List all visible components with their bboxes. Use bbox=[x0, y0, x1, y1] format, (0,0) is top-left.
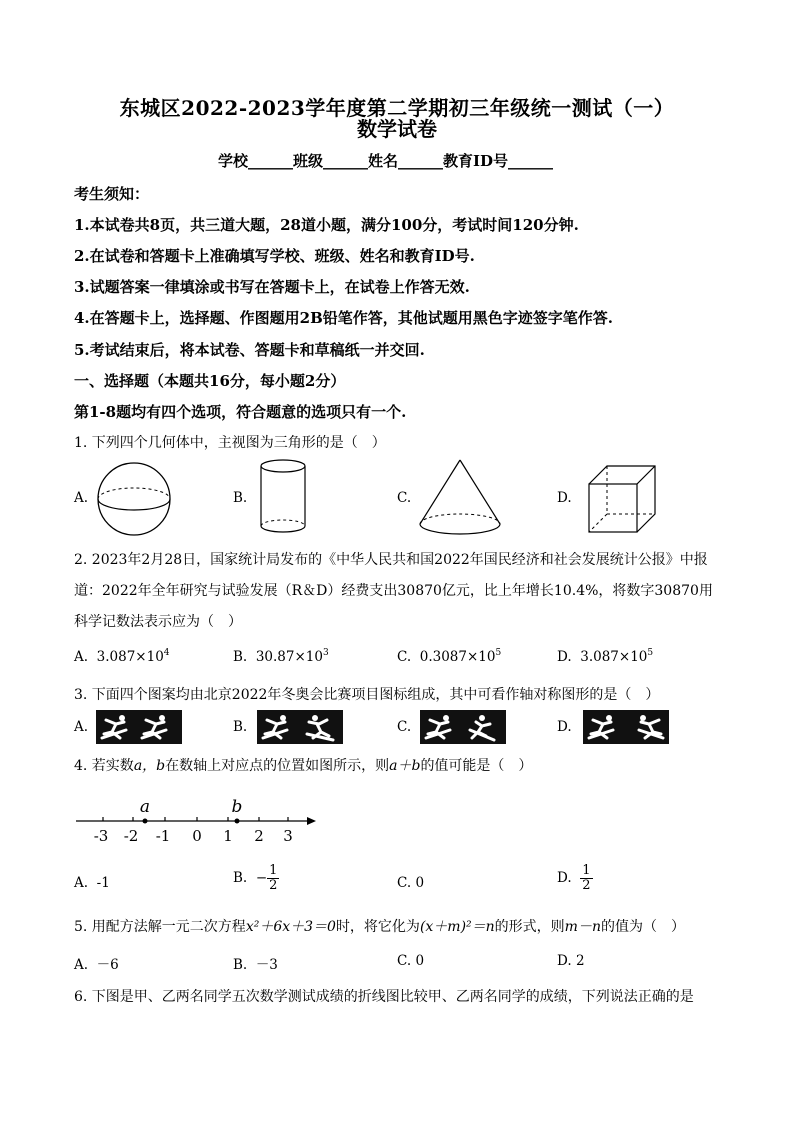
tick-label: 0 bbox=[192, 827, 202, 845]
q1-option-d-label: D. bbox=[557, 490, 572, 506]
q2-stem-line3: 科学记数法表示应为（ ） bbox=[74, 614, 242, 630]
exam-title: 东城区2022-2023学年度第二学期初三年级统一测试（一） bbox=[119, 96, 675, 120]
note-item-2: 2.在试卷和答题卡上准确填写学校、班级、姓名和教育ID号. bbox=[74, 247, 475, 265]
q2-option-c: C. $0.3087\times 10^5$ bbox=[397, 648, 502, 665]
q3-option-d-label: D. bbox=[557, 719, 572, 735]
student-info-line: 学校______班级______姓名______教育ID号______ bbox=[218, 152, 554, 170]
q3-option-a-label: A. bbox=[74, 719, 89, 735]
q1-option-c-label: C. bbox=[397, 490, 412, 506]
q3-option-b-label: B. bbox=[233, 719, 248, 735]
tick-label: 1 bbox=[223, 827, 233, 845]
q6-stem: 6. 下图是甲、乙两名同学五次数学测试成绩的折线图比较甲、乙两名同学的成绩，下列说法正确的是 bbox=[74, 989, 694, 1005]
point-b-label: b bbox=[231, 797, 243, 817]
point-a-label: a bbox=[139, 797, 151, 817]
q1-option-a-label: A. bbox=[74, 490, 89, 506]
section1-intro: 第1-8题均有四个选项，符合题意的选项只有一个. bbox=[74, 403, 407, 421]
q2-option-b: B. $30.87\times 10^3$ bbox=[233, 648, 329, 665]
q3-option-d-pictograms bbox=[583, 710, 669, 744]
q3-option-c-label: C. bbox=[397, 719, 412, 735]
q2-option-a: A. $3.087\times 10^4$ bbox=[74, 648, 170, 665]
tick-label: 2 bbox=[254, 827, 264, 845]
q1-stem: 1. 下列四个几何体中，主视图为三角形的是（ ） bbox=[74, 435, 386, 451]
cube-figure bbox=[587, 464, 659, 534]
note-item-3: 3.试题答案一律填涂或书写在答题卡上，在试卷上作答无效. bbox=[74, 278, 470, 296]
q4-option-a: A. -1 bbox=[74, 875, 110, 891]
q3-option-b-pictograms bbox=[257, 710, 343, 744]
sphere-figure bbox=[94, 460, 174, 538]
point-b-dot bbox=[235, 819, 240, 824]
q5-option-d: D. 2 bbox=[557, 953, 585, 969]
q3-option-c-pictograms bbox=[420, 710, 506, 744]
tick-label: 3 bbox=[283, 827, 293, 845]
q4-option-c: C. 0 bbox=[397, 875, 425, 891]
q1-option-b-label: B. bbox=[233, 490, 248, 506]
section1-heading: 一、选择题（本题共16分，每小题2分） bbox=[74, 372, 346, 390]
number-line bbox=[74, 795, 324, 845]
q2-stem-line1: 2. 2023年2月28日，国家统计局发布的《中华人民共和国2022年国民经济和社会发展统计公报》中报 bbox=[74, 552, 708, 568]
q2-stem-line2: 道：2022年全年研究与试验发展（R＆D）经费支出30870亿元，比上年增长10.4%，将数字30870用 bbox=[74, 583, 713, 599]
tick-label: -1 bbox=[155, 827, 171, 845]
cone-figure bbox=[418, 458, 502, 538]
point-a-dot bbox=[143, 819, 148, 824]
q5-option-c: C. 0 bbox=[397, 953, 425, 969]
exam-subtitle: 数学试卷 bbox=[357, 117, 437, 141]
q5-option-b: B. －3 bbox=[233, 957, 278, 973]
note-item-1: 1.本试卷共8页，共三道大题，28道小题，满分100分，考试时间120分钟. bbox=[74, 216, 579, 234]
q3-stem: 3. 下面四个图案均由北京2022年冬奥会比赛项目图标组成，其中可看作轴对称图形的是（ ） bbox=[74, 687, 660, 703]
q2-option-d: D. $3.087\times 10^5$ bbox=[557, 648, 654, 665]
note-item-4: 4.在答题卡上，选择题、作图题用2B铅笔作答，其他试题用黑色字迹签字笔作答. bbox=[74, 309, 614, 327]
q4-option-b: B. − $\frac{1}{2}$ bbox=[233, 863, 278, 893]
notes-heading: 考生须知： bbox=[74, 185, 150, 203]
q4-option-d: D. $\frac{1}{2}$ bbox=[557, 863, 591, 893]
q3-option-a-pictograms bbox=[96, 710, 182, 744]
tick-label: -3 bbox=[93, 827, 109, 845]
q5-option-a: A. －6 bbox=[74, 957, 119, 973]
q5-stem: 5. 用配方法解一元二次方程x²＋6x＋3＝0时，将它化为(x＋m)²＝n的形式，则m－n的值为（ ） bbox=[74, 919, 685, 935]
q4-stem: 4. 若实数a，b在数轴上对应点的位置如图所示，则a＋b的值可能是（ ） bbox=[74, 758, 533, 774]
cylinder-figure bbox=[258, 458, 308, 536]
note-item-5: 5.考试结束后，将本试卷、答题卡和草稿纸一并交回. bbox=[74, 341, 425, 359]
tick-label: -2 bbox=[123, 827, 139, 845]
